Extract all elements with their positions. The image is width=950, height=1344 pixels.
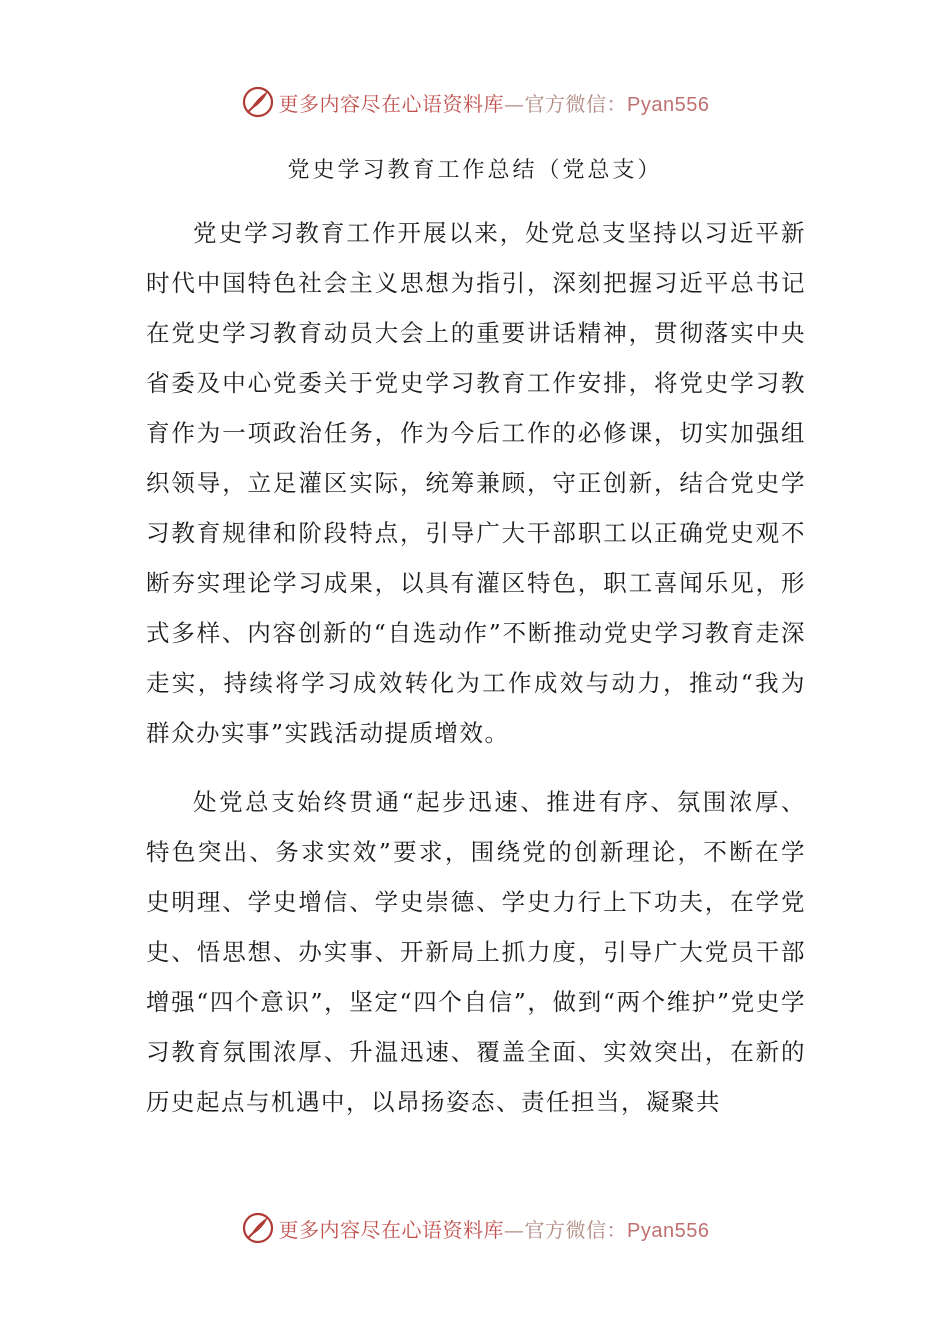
document-title: 党史学习教育工作总结（党总支）	[287, 158, 663, 183]
watermark-brand: 更多内容尽在心语资料库	[278, 1217, 505, 1242]
watermark-id: Pyan556	[627, 1219, 710, 1242]
document-body	[146, 208, 806, 1146]
paragraph-2: 处党总支始终贯通“起步迅速、推进有序、氛围浓厚、特色突出、务求实效”要求，围绕党的创新理论，不断在学史明理、学史增信、学史崇德、学史力行上下功夫，在学党史、悟思想、办实事、开新局上抓力度，引导广大党员干部增强“四个意识”，坚定“四个自信”，做到“两个维护”党史学习教育氛围浓厚、升温迅速、覆盖全面、实效突出，在新的历史起点与机遇中，以昂扬姿态、责任担当，凝聚共	[146, 788, 806, 1116]
quill-pen-circle-icon	[241, 85, 275, 119]
watermark-sub: 官方微信：	[524, 1217, 628, 1242]
watermark-id: Pyan556	[627, 93, 710, 116]
watermark-banner-top	[0, 82, 950, 122]
watermark-dash: —	[504, 91, 525, 116]
paragraph-1: 党史学习教育工作开展以来，处党总支坚持以习近平新时代中国特色社会主义思想为指引，深刻把握习近平总书记在党史学习教育动员大会上的重要讲话精神，贯彻落实中央省委及中心党委关于党史学习教育工作安排，将党史学习教育作为一项政治任务，作为今后工作的必修课，切实加强组织领导，立足灌区实际，统筹兼顾，守正创新，结合党史学习教育规律和阶段特点，引导广大干部职工以正确党史观不断夯实理论学习成果，以具有灌区特色，职工喜闻乐见，形式多样、内容创新的“自选动作”不断推动党史学习教育走深走实，持续将学习成效转化为工作成效与动力，推动“我为群众办实事”实践活动提质增效。	[146, 219, 806, 747]
watermark-dash: —	[504, 1217, 525, 1242]
watermark-banner-bottom	[0, 1208, 950, 1248]
watermark-sub: 官方微信：	[524, 91, 628, 116]
watermark-brand: 更多内容尽在心语资料库	[278, 91, 505, 116]
quill-pen-circle-icon	[241, 1211, 275, 1245]
